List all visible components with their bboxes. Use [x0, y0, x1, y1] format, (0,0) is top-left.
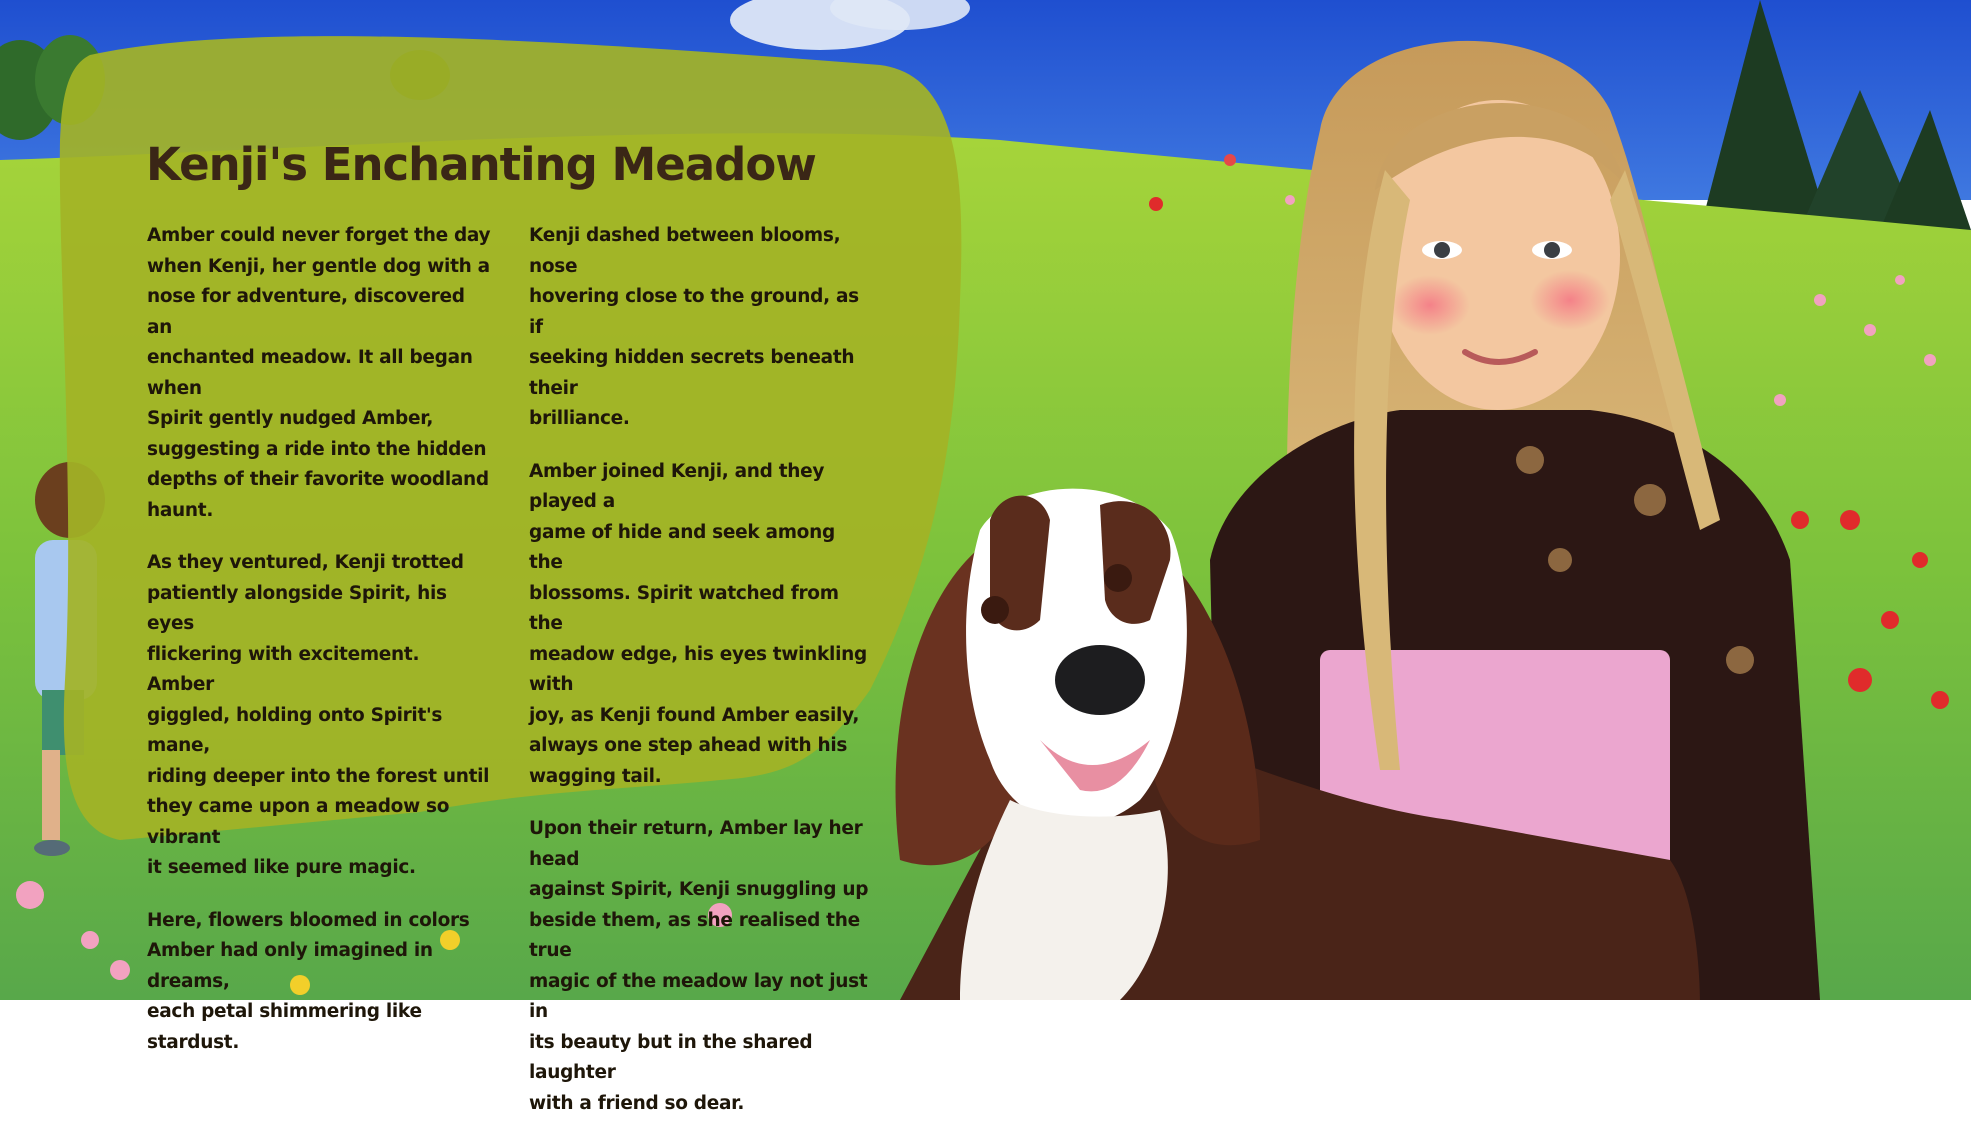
- page-title: Kenji's Enchanting Meadow: [146, 138, 816, 191]
- paragraph: As they ventured, Kenji trotted patiently alongside Spirit, his eyes flickering with excitement. Amber giggled, holding onto Spirit's mane, riding deeper into the forest until they came upon a meadow so vibrant it seemed like pure magic.: [147, 552, 490, 878]
- paragraph: Here, flowers bloomed in colors Amber had only imagined in dreams, each petal shimmering like stardust.: [147, 909, 470, 1053]
- paragraph: Amber joined Kenji, and they played a game of hide and seek among the blossoms. Spirit watched from the meadow edge, his eyes twinkling with joy, as Kenji found Amber easily, always one step ahead with his wagging tail.: [529, 460, 867, 787]
- paragraph: Amber could never forget the day when Kenji, her gentle dog with a nose for adventure, discovered an enchanted meadow. It all began when Spirit gently nudged Amber, suggesting a ride into the hidden depths of their favorite woodland haunt.: [147, 225, 491, 521]
- text-panel-background: [60, 36, 962, 840]
- dog-nose: [1055, 645, 1145, 715]
- paragraph: Upon their return, Amber lay her head against Spirit, Kenji snuggling up beside them, as she realised the true magic of the meadow lay not just in its beauty but in the shared laughter with a friend so dear.: [529, 818, 869, 1114]
- paragraph: Kenji dashed between blooms, nose hovering close to the ground, as if seeking hidden secrets beneath their brilliance.: [529, 225, 859, 429]
